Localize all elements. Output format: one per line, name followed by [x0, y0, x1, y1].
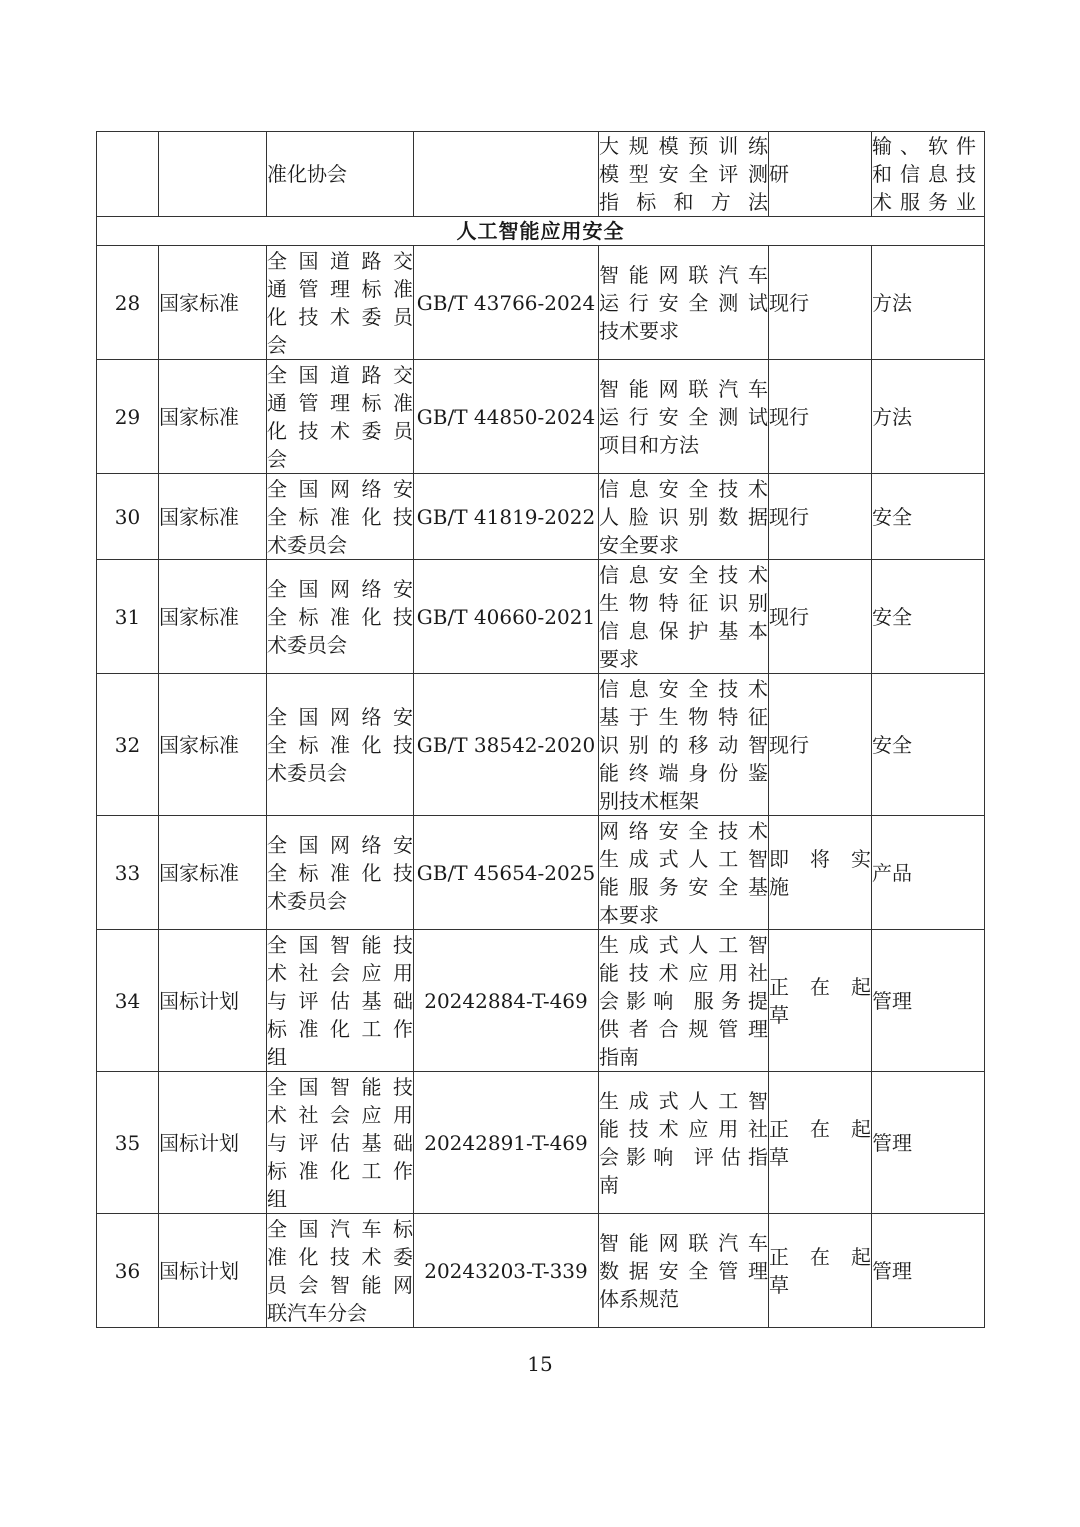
name-line: 南 [599, 1172, 619, 1197]
cell-code: GB/T 45654-2025 [414, 816, 599, 930]
org-line: 全国网络安 [267, 476, 413, 501]
cell-org [267, 930, 414, 1072]
org-line: 术社会应用 [267, 960, 413, 985]
name-line: 技术要求 [599, 318, 679, 343]
name-line: 安全要求 [599, 532, 679, 557]
cell-code: 20242884-T-469 [414, 930, 599, 1072]
cell-type: 国标计划 [159, 930, 267, 1072]
status-line: 正在起 [769, 974, 871, 999]
cell-no: 30 [97, 474, 159, 560]
name-line: 本要求 [599, 902, 659, 927]
cell-name [599, 674, 769, 816]
name-line: 体系规范 [599, 1286, 679, 1311]
cell-name [599, 246, 769, 360]
status-line: 施 [769, 874, 789, 899]
name-line: 生成式人工智 [599, 846, 768, 871]
cell-type: 国家标准 [159, 674, 267, 816]
org-line: 化技术委员 [267, 304, 413, 329]
cell-name [599, 930, 769, 1072]
cell-status [769, 1214, 872, 1328]
name-line: 模型安全评测 [599, 162, 768, 186]
cell-no: 32 [97, 674, 159, 816]
org-line: 标准化工作 [267, 1016, 413, 1041]
cell-code [414, 132, 599, 217]
cell-type: 国标计划 [159, 1072, 267, 1214]
org-line: 组 [267, 1186, 287, 1211]
category-line: 术服务业 [872, 190, 976, 214]
status-line: 草 [769, 1272, 789, 1297]
cell-name [599, 816, 769, 930]
org-line: 准化协会 [267, 162, 347, 186]
table-row [97, 674, 985, 816]
name-line: 人脸识别数据 [599, 504, 768, 529]
cell-code: GB/T 43766-2024 [414, 246, 599, 360]
table-row [97, 1072, 985, 1214]
cell-category: 管理 [872, 1214, 985, 1328]
name-line: 智能网联汽车 [599, 376, 768, 401]
org-line: 全标准化技 [267, 604, 413, 629]
cell-org [267, 132, 414, 217]
table-row [97, 1214, 985, 1328]
org-line: 全标准化技 [267, 504, 413, 529]
org-line: 准化技术委 [267, 1244, 413, 1269]
cell-no: 34 [97, 930, 159, 1072]
name-line: 信息安全技术 [599, 676, 768, 701]
cell-org [267, 1072, 414, 1214]
cell-no: 28 [97, 246, 159, 360]
table-row [97, 560, 985, 674]
table-row [97, 474, 985, 560]
status-line: 草 [769, 1002, 789, 1027]
status-line: 研 [769, 162, 789, 186]
cell-category: 安全 [872, 674, 985, 816]
name-line: 生物特征识别 [599, 590, 768, 615]
cell-name [599, 560, 769, 674]
org-line: 与评估基础 [267, 1130, 413, 1155]
name-line: 大规模预训练 [599, 134, 768, 158]
name-line: 能技术应用社 [599, 1116, 768, 1141]
cell-category: 安全 [872, 474, 985, 560]
standards-table [96, 131, 985, 1328]
status-line: 现行 [769, 290, 809, 315]
cell-name [599, 132, 769, 217]
cell-status [769, 674, 872, 816]
cell-no: 36 [97, 1214, 159, 1328]
status-line: 现行 [769, 404, 809, 429]
name-line: 会影响 服务提 [599, 988, 768, 1013]
cell-code: 20243203-T-339 [414, 1214, 599, 1328]
section-row [97, 217, 985, 246]
cell-org [267, 674, 414, 816]
name-line: 能终端身份鉴 [599, 760, 768, 785]
cell-status [769, 132, 872, 217]
cell-no: 29 [97, 360, 159, 474]
cell-type: 国家标准 [159, 474, 267, 560]
org-line: 通管理标准 [267, 390, 413, 415]
org-line: 全国道路交 [267, 248, 413, 273]
cell-category: 产品 [872, 816, 985, 930]
cell-status [769, 246, 872, 360]
name-line: 别技术框架 [599, 788, 699, 813]
name-line: 智能网联汽车 [599, 262, 768, 287]
cell-org [267, 474, 414, 560]
cell-code: 20242891-T-469 [414, 1072, 599, 1214]
org-line: 全国汽车标 [267, 1216, 413, 1241]
name-line: 生成式人工智 [599, 1088, 768, 1113]
section-title: 人工智能应用安全 [97, 217, 985, 246]
cell-no: 31 [97, 560, 159, 674]
table-row [97, 360, 985, 474]
org-line: 会 [267, 446, 287, 471]
name-line: 信息安全技术 [599, 562, 768, 587]
name-line: 要求 [599, 646, 639, 671]
org-line: 术委员会 [267, 888, 347, 913]
cell-name [599, 1214, 769, 1328]
org-line: 会 [267, 332, 287, 357]
status-line: 现行 [769, 732, 809, 757]
name-line: 能服务安全基 [599, 874, 768, 899]
cell-type: 国家标准 [159, 560, 267, 674]
org-line: 化技术委员 [267, 418, 413, 443]
cell-status [769, 930, 872, 1072]
name-line: 基于生物特征 [599, 704, 768, 729]
cell-status [769, 474, 872, 560]
cell-status [769, 360, 872, 474]
name-line: 生成式人工智 [599, 932, 768, 957]
cell-category: 管理 [872, 1072, 985, 1214]
cell-type: 国标计划 [159, 1214, 267, 1328]
org-line: 全国道路交 [267, 362, 413, 387]
category-line: 和信息技 [872, 162, 976, 186]
status-line: 正在起 [769, 1244, 871, 1269]
cell-code: GB/T 44850-2024 [414, 360, 599, 474]
status-line: 现行 [769, 504, 809, 529]
name-line: 会影响 评估指 [599, 1144, 768, 1169]
cell-category: 管理 [872, 930, 985, 1072]
cell-org [267, 1214, 414, 1328]
status-line: 现行 [769, 604, 809, 629]
cell-category [872, 132, 985, 217]
org-line: 通管理标准 [267, 276, 413, 301]
category-line: 输、软件 [872, 134, 976, 158]
org-line: 术委员会 [267, 760, 347, 785]
name-line: 项目和方法 [599, 432, 699, 457]
cell-category: 方法 [872, 246, 985, 360]
cell-type: 国家标准 [159, 816, 267, 930]
name-line: 运行安全测试 [599, 290, 768, 315]
org-line: 员会智能网 [267, 1272, 413, 1297]
cell-name [599, 1072, 769, 1214]
name-line: 识别的移动智 [599, 732, 768, 757]
name-line: 信息安全技术 [599, 476, 768, 501]
org-line: 全国网络安 [267, 576, 413, 601]
name-line: 指南 [599, 1044, 639, 1069]
cell-status [769, 560, 872, 674]
cell-code: GB/T 40660-2021 [414, 560, 599, 674]
name-line: 信息保护基本 [599, 618, 768, 643]
cell-code: GB/T 41819-2022 [414, 474, 599, 560]
table-row [97, 816, 985, 930]
table-row-continuation [97, 132, 985, 217]
status-line: 即将实 [769, 846, 871, 871]
org-line: 全标准化技 [267, 860, 413, 885]
cell-name [599, 360, 769, 474]
cell-type: 国家标准 [159, 360, 267, 474]
cell-status [769, 1072, 872, 1214]
cell-category: 安全 [872, 560, 985, 674]
org-line: 标准化工作 [267, 1158, 413, 1183]
cell-type: 国家标准 [159, 246, 267, 360]
org-line: 术委员会 [267, 632, 347, 657]
org-line: 全标准化技 [267, 732, 413, 757]
cell-org [267, 360, 414, 474]
cell-type [159, 132, 267, 217]
name-line: 数据安全管理 [599, 1258, 768, 1283]
name-line: 运行安全测试 [599, 404, 768, 429]
cell-org [267, 560, 414, 674]
org-line: 与评估基础 [267, 988, 413, 1013]
name-line: 供者合规管理 [599, 1016, 768, 1041]
cell-no: 33 [97, 816, 159, 930]
cell-org [267, 246, 414, 360]
cell-category: 方法 [872, 360, 985, 474]
name-line: 智能网联汽车 [599, 1230, 768, 1255]
status-line: 草 [769, 1144, 789, 1169]
page-number: 15 [527, 1352, 553, 1376]
org-line: 全国智能技 [267, 932, 413, 957]
cell-org [267, 816, 414, 930]
org-line: 组 [267, 1044, 287, 1069]
org-line: 联汽车分会 [267, 1300, 367, 1325]
status-line: 正在起 [769, 1116, 871, 1141]
org-line: 全国网络安 [267, 832, 413, 857]
cell-no [97, 132, 159, 217]
org-line: 全国智能技 [267, 1074, 413, 1099]
cell-code: GB/T 38542-2020 [414, 674, 599, 816]
cell-status [769, 816, 872, 930]
cell-no: 35 [97, 1072, 159, 1214]
org-line: 全国网络安 [267, 704, 413, 729]
name-line: 能技术应用社 [599, 960, 768, 985]
cell-name [599, 474, 769, 560]
org-line: 术社会应用 [267, 1102, 413, 1127]
name-line: 指标和方法 [599, 190, 768, 214]
table-row [97, 930, 985, 1072]
name-line: 网络安全技术 [599, 818, 768, 843]
org-line: 术委员会 [267, 532, 347, 557]
table-row [97, 246, 985, 360]
